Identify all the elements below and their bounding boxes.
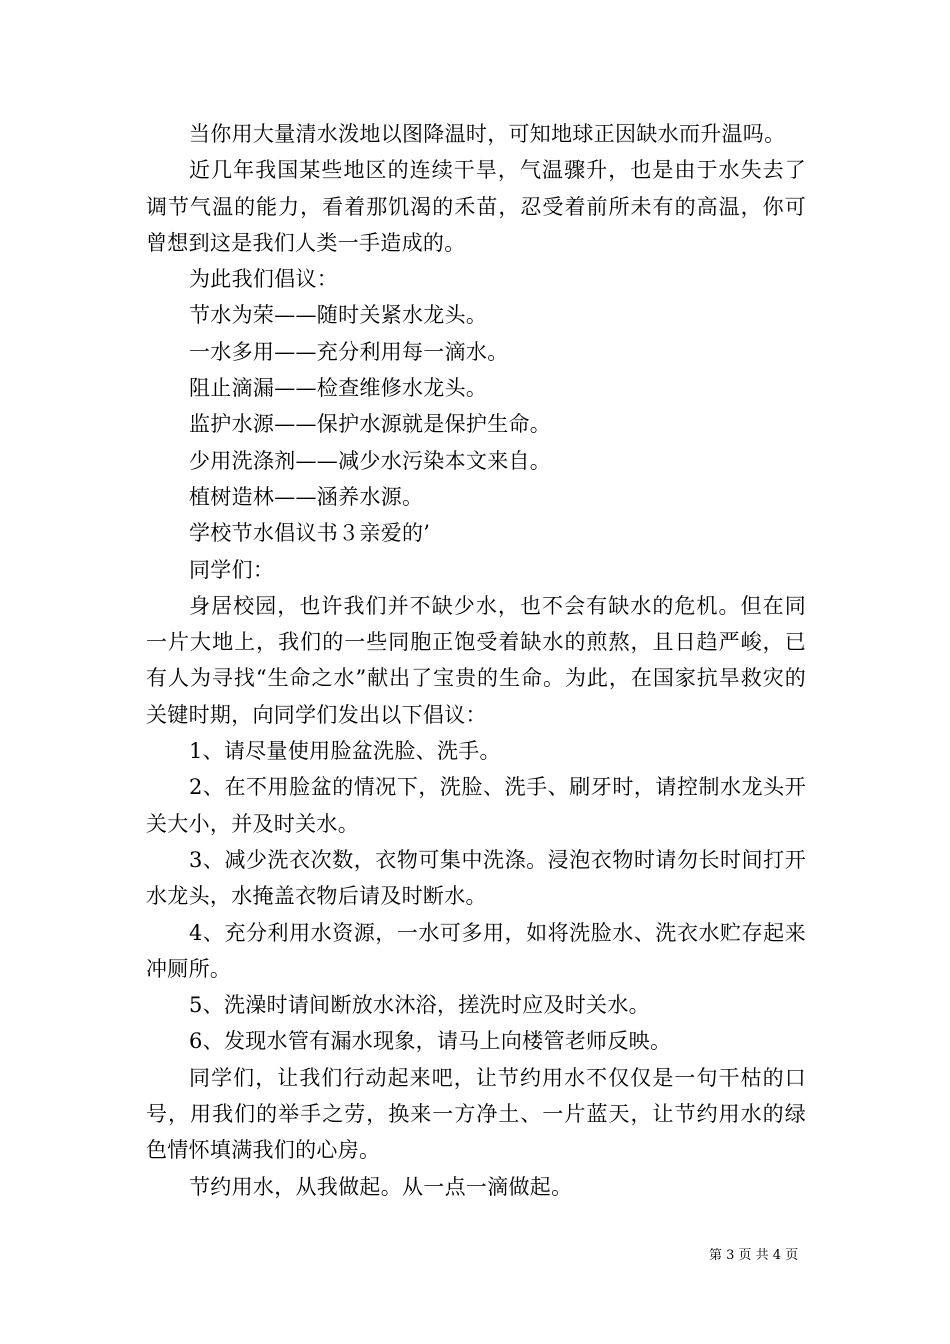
section-title: 学校节水倡议书３亲爱的’ bbox=[189, 521, 431, 546]
list-item-1: 1、请尽量使用脸盆洗脸、洗手。 bbox=[189, 739, 501, 764]
document-body bbox=[146, 116, 806, 1205]
list-item-5: 5、洗澡时请间断放水沐浴，搓洗时应及时关水。 bbox=[189, 993, 650, 1018]
intro-paragraph: 身居校园，也许我们并不缺少水，也不会有缺水的危机。但在同一片大地上，我们的一些同胞正饱受着缺水的煎熬，且日趋严峻，已有人为寻找“生命之水”献出了宝贵的生命。为此，在国家抗旱救灾的关键时期，向同学们发出以下倡议： bbox=[146, 593, 806, 727]
paragraph-1: 当你用大量清水泼地以图降温时，可知地球正因缺水而升温吗。 bbox=[189, 122, 786, 146]
list-item-2: 2、在不用脸盆的情况下，洗脸、洗手、刷牙时，请控制水龙头开关大小，并及时关水。 bbox=[146, 775, 806, 836]
proposal-item-6: 植树造林——涵养水源。 bbox=[189, 484, 424, 509]
page-number: 第 3 页 共 4 页 bbox=[709, 1248, 799, 1263]
proposal-item-1: 节水为荣——随时关紧水龙头。 bbox=[189, 303, 488, 328]
slogan: 节约用水，从我做起。从一点一滴做起。 bbox=[189, 1174, 573, 1199]
paragraph-3: 为此我们倡议： bbox=[189, 267, 339, 292]
list-item-3: 3、减少洗衣次数，衣物可集中洗涤。浸泡衣物时请勿长时间打开水龙头，水掩盖衣物后请及时断水。 bbox=[146, 847, 806, 909]
closing-paragraph: 同学们，让我们行动起来吧，让节约用水不仅仅是一句干枯的口号，用我们的举手之劳，换来一方净土、一片蓝天，让节约用水的绿色情怀填满我们的心房。 bbox=[146, 1065, 806, 1163]
list-item-4: 4、充分利用水资源，一水可多用，如将洗脸水、洗衣水贮存起来冲厕所。 bbox=[146, 920, 806, 981]
proposal-item-2: 一水多用——充分利用每一滴水。 bbox=[189, 339, 509, 364]
list-item-6: 6、发现水管有漏水现象，请马上向楼管老师反映。 bbox=[189, 1029, 672, 1054]
proposal-item-3: 阻止滴漏——检查维修水龙头。 bbox=[189, 376, 488, 401]
paragraph-2: 近几年我国某些地区的连续干旱，气温骤升，也是由于水失去了调节气温的能力，看着那饥渴的禾苗，忍受着前所未有的高温，你可曾想到这是我们人类一手造成的。 bbox=[146, 158, 806, 255]
salutation: 同学们： bbox=[189, 557, 275, 582]
proposal-item-5: 少用洗涤剂——减少水污染本文来自。 bbox=[189, 448, 552, 473]
proposal-item-4: 监护水源——保护水源就是保护生命。 bbox=[189, 412, 552, 437]
